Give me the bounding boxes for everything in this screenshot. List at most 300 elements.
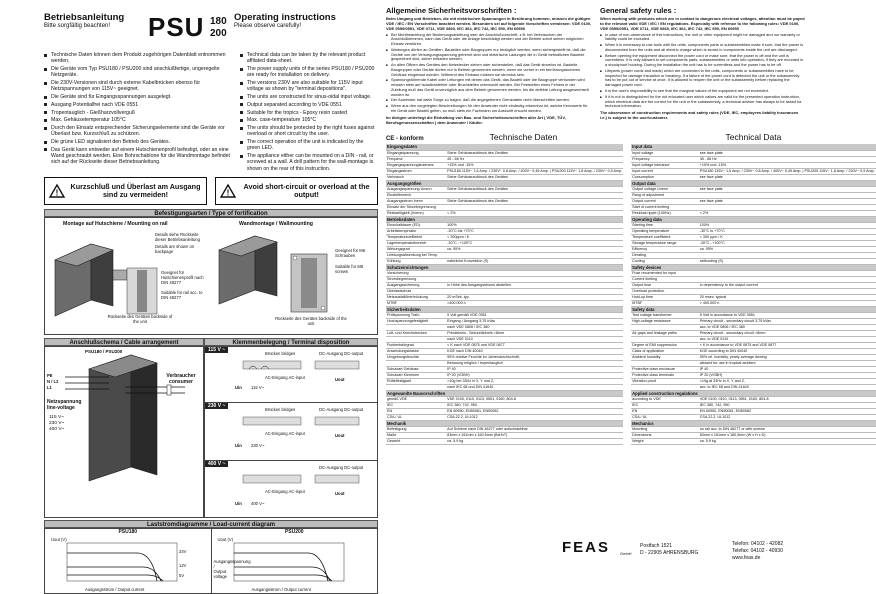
- volt-115: 115 V~: [49, 415, 64, 421]
- safety-de-intro: Beim Umgang und Betrieben, die mit elektrischen Spannungen in Berührung kommen, müssen die gültigen VDE / IEC / EN Vorschriften beachtet werden. Besonders sei auf folgende Vorschriften verwiesen: VDE 0100, VDE 0550/0551, VDE 0711, VDE 0860, IEC 364, IEC 742, IEC 950, EN 60950: [386, 16, 592, 31]
- terminal-panel: [204, 346, 378, 518]
- table-cell-label: Output current: [631, 198, 699, 204]
- table-cell-label: Input data: [631, 144, 699, 150]
- dc-output-label: DC-Ausgang DC-output: [319, 351, 364, 357]
- wall-fit-de: Geeignet für M6 Schrauben: [335, 248, 366, 259]
- table-cell-value: < 300ppm / K: [446, 234, 623, 240]
- table-cell-value: 83mm x 161mm x 160,5mm (BxHxT): [446, 432, 623, 438]
- table-cell-label: Eingangsdaten: [386, 144, 446, 150]
- list-item: ■ When it is necessary to use tools with the units, components parts or subassemblies make it sure, that the power is disconnected from the units and all electric charge which is stored in components inside the unit are discharged.: [600, 43, 806, 52]
- table-cell-value: VDE 0100, 0110, 0113, 0551, 0160, 804-8: [446, 396, 623, 402]
- table-cell-label: Consumption: [631, 174, 699, 180]
- terminal-pe: PE: [47, 373, 53, 379]
- list-item: The power supply units of the series PSU180 / PSU200 are ready for installation on delivery.: [240, 66, 378, 78]
- table-cell-label: Weight: [631, 438, 699, 444]
- ac-input-label: AC-Eingang AC-input: [265, 489, 305, 495]
- brand-gmbh: GmbH: [620, 551, 632, 556]
- table-cell-value: IP 40: [699, 366, 876, 372]
- list-item: Max. case-temperature 105°C: [240, 117, 378, 123]
- table-cell-label: Leistungsabsenkung bei Temp.: [386, 252, 446, 258]
- table-cell-label: Mechanik: [386, 420, 446, 426]
- en-subtitle: Please observe carefully!: [234, 23, 302, 29]
- table-cell-label: Netzausfallüberbrückung: [386, 294, 446, 300]
- table-cell-value: ca. 95%: [699, 246, 876, 252]
- table-cell-value: CSA 22.2, UL1012: [446, 414, 623, 420]
- wiring-bars: [44, 338, 378, 346]
- v115-tag: 115 V ~: [205, 347, 228, 353]
- x-label: Ausgangsstrom / Output current: [85, 587, 145, 593]
- header-en: [234, 12, 378, 50]
- table-cell-label: Funkentstörgrad: [386, 342, 446, 348]
- table-cell-label: Applied construction regulations: [632, 390, 698, 396]
- table-cell-label: Verbrauch: [386, 174, 446, 180]
- table-cell-label: EN: [386, 408, 446, 414]
- table-cell-label: Hochspannungsfestigkeit: [386, 318, 446, 324]
- y-label: Ausgangsspannung / Output voltage: [213, 559, 251, 580]
- table-cell-label: MTBF: [631, 300, 699, 306]
- consumer-label: Verbraucher consumer: [166, 373, 196, 386]
- table-cell-label: Hold-up time: [631, 294, 699, 300]
- table-cell-label: Angewandte Bauvorschriften: [387, 390, 446, 396]
- table-cell-label: Degree of EMI suppression: [631, 342, 699, 348]
- table-cell-value: < K nach VDE 0875 und VDE 0877: [446, 342, 623, 348]
- load-panel: [44, 528, 378, 594]
- rail-fit-en: Suitable for rail acc. to DIN 46277: [161, 290, 203, 301]
- table-cell-label: Air gaps and leakage paths: [631, 330, 699, 336]
- table-cell-label: Schutzart Klemmen: [386, 372, 446, 378]
- table-cell-label: Protective class terminals: [631, 372, 699, 378]
- intro-bullets: [44, 52, 378, 173]
- table-cell-label: Eingangsspannung: [386, 150, 446, 156]
- volt-230: 230 V~: [49, 421, 65, 427]
- wall-fit-en: Suitable for M6 screws: [335, 264, 364, 275]
- warning-en: [215, 177, 378, 205]
- table-cell-label: Betriebsdaten: [386, 216, 446, 222]
- table-cell-label: Maße: [386, 432, 446, 438]
- list-item: ■ Der Anwender hat dafür Sorge zu tragen, daß die angegebenen Grenzdaten nicht überschritten werden.: [386, 98, 592, 103]
- terminal-230: [205, 403, 377, 461]
- warnings: [44, 177, 378, 205]
- uout-label: Uout: [335, 377, 345, 383]
- table-cell-value: KGE nach DIN 40040: [446, 348, 623, 354]
- table-cell-label: Temperature coefficient: [631, 234, 699, 240]
- list-item: Die 230V-Versionen sind durch externe Kabelbrücken ebenso für Netzspannungen von 115V~ geeignet.: [44, 80, 234, 92]
- table-cell-value: -30°C bis +70°C: [446, 228, 623, 234]
- list-item: Das Gerät kann entweder auf einem Hutschienenprofil befestigt, oder an eine Wand geschraubt werden. Eine Bohrschablone für die Wandmontage befindet sich auf der Rückseite dieser Betriebsanleitung.: [44, 147, 234, 166]
- uin-label: Uin: [235, 385, 242, 391]
- right-column: [386, 6, 875, 445]
- table-cell-label: Eingangsstrom: [386, 168, 446, 174]
- table-cell-value: 5 Volt in accordance to VDE 0551: [699, 312, 876, 318]
- table-cell-value: see face plate: [699, 198, 876, 204]
- table-row: [631, 438, 876, 444]
- table-cell-value: 95% relative Feuchte im Jahresdurchschnitt,: [446, 354, 623, 360]
- table-cell-label: Ausgangsspannung Unenn: [386, 186, 446, 192]
- table-cell-label: IEC: [631, 402, 699, 408]
- table-cell-label: CSA / UL: [631, 414, 699, 420]
- table-cell-label: MTBF: [386, 300, 446, 306]
- table-cell-value: nach VDE 0110: [446, 336, 623, 342]
- table-cell-value: CSA 22.2, UL1012: [699, 414, 876, 420]
- uout-label: Uout: [335, 491, 345, 497]
- unit-label: PSU180 / PSU200: [85, 349, 123, 355]
- table-cell-label: Output data: [631, 180, 699, 186]
- table-cell-label: Dimensions: [631, 432, 699, 438]
- tech-de-title: Technische Daten: [489, 132, 558, 142]
- table-cell-label: Umgebungsfeuchte: [386, 354, 446, 360]
- chart-title: PSU180: [118, 529, 138, 536]
- table-cell-value: ca. 5,9 kg: [446, 438, 623, 444]
- table-cell-value: >10g at 33Hz in X, Y and Z,: [699, 378, 876, 384]
- safety-en-list: [600, 33, 806, 109]
- tech-section: [386, 130, 875, 445]
- load-bar: Laststromdiagramme / Load-current diagram: [44, 520, 378, 528]
- table-cell-label: Einschaltdauer (ED): [386, 222, 446, 228]
- phone: Telefon: 04102 - 42082: [732, 541, 784, 547]
- table-cell-label: Arbeitstemperatur: [386, 228, 446, 234]
- chart-sub: Uout (V): [51, 537, 67, 543]
- de-title: Betriebsanleitung: [44, 12, 125, 23]
- list-item: The versions 230V are also suitable for 115V input voltage as shown by "terminal depositions".: [240, 80, 378, 92]
- table-cell-label: Schutzeinrichtungen: [386, 264, 446, 270]
- list-item: Durch den Einsatz entsprechender Sicherungselemente sind die Geräte vor Überlast bzw. Kurzschluß zu schützen.: [44, 125, 234, 137]
- table-cell-label: EN: [631, 408, 699, 414]
- table-cell-value: in Höhe des Ausgangsstroms abstellen: [446, 282, 623, 288]
- rail-title: Montage auf Hutschiene / Mounting on rail: [63, 221, 168, 228]
- table-cell-label: Rang of adjustment: [631, 192, 699, 198]
- table-cell-value: Siehe Gehäuseaufdruck des Gerätes: [446, 174, 623, 180]
- table-cell-label: Mechanics: [631, 420, 699, 426]
- uin-label: Uin: [235, 501, 242, 507]
- product-name: PSU: [148, 12, 205, 42]
- table-cell-label: Restwelligkeit (Vnenn): [386, 210, 446, 216]
- x-label: Ausgangsstrom / Output current: [251, 587, 311, 593]
- table-cell-value: 100%: [699, 222, 876, 228]
- rail-note-de: Details siehe Rückseite dieser Betriebsanleitung: [155, 232, 200, 243]
- tech-de: [386, 130, 623, 445]
- table-cell-value: Eingang / Ausgang 3,75 kVac: [446, 318, 623, 324]
- model-numbers: [210, 12, 234, 50]
- uin-label: Uin: [235, 443, 242, 449]
- line-12v: 12V: [179, 563, 187, 569]
- wall-backside-drawing: [281, 250, 345, 326]
- table-cell-label: Anwendungsklasse: [386, 348, 446, 354]
- list-item: Technische Daten können dem Produkt zugehörigen Datenblatt entnommen werden.: [44, 52, 234, 64]
- list-item: ■ It is the user's responsibility to see that the marginal values of the equipment are not exceeded.: [600, 89, 806, 94]
- table-cell-label: Luft- und Kriechstrecken: [386, 330, 446, 336]
- table-cell-label: Wirkungsgrad: [386, 246, 446, 252]
- table-cell-label: Current limiting: [631, 276, 699, 282]
- table-cell-label: Efficency: [631, 246, 699, 252]
- table-cell-value: acc. to IEC 68 and DIN 41640: [699, 384, 876, 390]
- safety-de: [386, 6, 592, 124]
- v400-tag: 400 V ~: [205, 461, 228, 467]
- list-item: Suitable for the tropics - Epoxy resin casted: [240, 110, 378, 116]
- table-cell-label: according to VDE: [631, 396, 699, 402]
- table-cell-label: Input voltage: [631, 150, 699, 156]
- table-cell-label: Lagertemperaturbereich: [386, 240, 446, 246]
- table-cell-value: acc. to VDE 0110: [699, 336, 876, 342]
- wall-back-label: Rückseite des Gerätes backside of the unit: [275, 316, 347, 327]
- ac-v400: 400 V~: [251, 501, 265, 507]
- table-cell-label: Starting time: [631, 222, 699, 228]
- brand-logo: FEAS: [562, 539, 611, 556]
- table-row: [386, 438, 623, 444]
- rail-fit-de: Geeignet für Hutschienenprofil nach DIN 46277: [161, 270, 204, 286]
- header-de: [44, 12, 148, 50]
- load-graph: [57, 541, 197, 585]
- ac-input-label: AC-Eingang AC-input: [265, 431, 305, 437]
- safety-de-title: Allgemeine Sicherheitsvorschriften :: [386, 6, 517, 15]
- chart-sub: Uout (V): [217, 537, 234, 543]
- rail-back-label: Rückseite des Gerätes backside of the unit: [107, 314, 173, 325]
- list-item: Die Geräte vom Typ PSU180 / PSU200 sind anschlußfertige, ungeregelte Netzgeräte.: [44, 66, 234, 78]
- table-cell-value: -30°C to +70°C: [699, 228, 876, 234]
- safety-en-title: General safety rules :: [600, 6, 677, 15]
- table-cell-value: < 2%: [699, 210, 876, 216]
- table-cell-label: Operating temperature: [631, 228, 699, 234]
- table-cell-label: Frequenz: [386, 156, 446, 162]
- address-line-2: D - 22905 AHRENSBURG: [640, 550, 699, 556]
- fax: Telefax: 04102 - 40930: [732, 548, 783, 554]
- table-cell-value: allowed for use in tropical ambient: [699, 360, 876, 366]
- table-cell-label: Residual ripple (100Hz): [631, 210, 699, 216]
- table-cell-value: acc. to VDE 0806 / IEC 380: [699, 324, 876, 330]
- table-cell-value: -30°C...+100°C: [446, 240, 623, 246]
- de-bullet-list: [44, 52, 234, 173]
- table-cell-value: ca. 5,9 kg: [699, 438, 876, 444]
- table-cell-value: nach IEC 68 und DIN 41640: [446, 384, 623, 390]
- table-cell-value: Betauung möglich / tropentauglich: [446, 360, 623, 366]
- list-item: The units are constructed for sinus-oidal input voltage.: [240, 94, 378, 100]
- table-cell-value: IP 20 (VGBH): [699, 372, 876, 378]
- table-cell-value: 45 - 66 Hz: [699, 156, 876, 162]
- table-cell-label: Ausgangsstrom Inenn: [386, 198, 446, 204]
- list-item: ■ An allen Öffnen des Gerätes den Netzstecker ziehen oder sicherstellen, daß das Gerät stromlos ist. Bauteile, Baugruppen oder Geräte dürfen nur in Betrieb genommen werden, wenn sie vorher in ein berührungssicheres Gehäuse eingebaut wurden. Während des Einbaus müssen sie stromlos sein.: [386, 63, 592, 77]
- svg-text:!: !: [55, 188, 59, 198]
- list-item: ■ Spannungsführende Kabel oder Leitungen mit denen das Gerät, das Bauteil oder die Baugruppe verbunden wird müssen stets auf Isolationsfehler oder Bruchstellen untersucht werden. Bei Feststellen eines Fehlers in der Zuleitung muß das Gerät unverzüglich aus dem Betrieb genommen werden, bis die defekte Leitung ausgewechselt worden ist.: [386, 78, 592, 97]
- table-cell-label: Vorsicherung: [386, 270, 446, 276]
- safety-en-intro: When working with products which are in contact to dangerous electrical voltages, attention must be payed to the relevant valid VDE / IEC / EN regulations. Especially with refrence to the following rules: VDE 0100, VDE 0550/0551, VDE 0711, VDE 0860, IEC 364, IEC 742, IEC 950, EN 60950: [600, 16, 805, 31]
- table-cell-value: ca. 95%: [446, 246, 623, 252]
- table-cell-label: Frequency: [631, 156, 699, 162]
- table-cell-label: Ausgangsgrößen: [386, 180, 446, 186]
- warning-en-text: Avoid short-circuit or overload at the output!: [243, 182, 370, 200]
- table-cell-value: IEC 380, 742, 950: [699, 402, 876, 408]
- terminal-400: [205, 461, 377, 517]
- dc-output-label: DC-Ausgang DC-output: [319, 407, 364, 413]
- table-cell-label: Vibration proof: [631, 378, 699, 384]
- table-cell-value: 95% rel. humidity, yearly average dewing: [699, 354, 876, 360]
- table-cell-value: 45 - 66 Hz: [446, 156, 623, 162]
- table-cell-label: Class of application: [631, 348, 699, 354]
- table-cell-label: Gewicht: [386, 438, 446, 444]
- tech-de-head: [386, 130, 623, 144]
- rail-note-en: Details are shown on backpage: [155, 244, 195, 255]
- en-bullet-list: [240, 52, 378, 173]
- tech-en-table: [631, 144, 876, 445]
- dc-output-label: DC-Ausgang DC-output: [319, 465, 364, 471]
- warning-de-text: Kurzschluß und Überlast am Ausgang sind zu vermeiden!: [70, 182, 201, 200]
- table-cell-label: Test voltage transformer: [631, 312, 699, 318]
- table-cell-value: EN 60950, EN50081, EN50082: [699, 408, 876, 414]
- ac-v230: 230 V~: [251, 443, 265, 449]
- table-cell-value: >400.000 h: [446, 300, 623, 306]
- bridges-label: Brücken bridges: [265, 351, 296, 357]
- cable-arrangement-bar: Anschlußschema / Cable arrangement: [44, 338, 204, 346]
- left-column: [44, 6, 378, 594]
- fortification-bar: Befestigungsarten / Type of fortification: [44, 209, 378, 217]
- list-item: Ausgang Potentialfrei nach VDE 0551: [44, 102, 234, 108]
- table-cell-label: High-voltage resistance: [631, 318, 699, 324]
- list-item: ■ Bei Nichtbeachtung der Bedienungsanleitung oder der Anschlußvorschrift, z.B. bei Verbrauchen der Anschlußklemmen, kann das Gerät oder die Anlage beschädigt werden und der Betrieb sofort seinen möglichen Einsatz zerstören.: [386, 33, 592, 47]
- de-subtitle: Bitte sorgfältig beachten!: [44, 23, 111, 29]
- terminal-n: N / L2: [47, 379, 59, 385]
- wiring-panels: [44, 346, 378, 518]
- table-cell-value: < 2%: [446, 210, 623, 216]
- list-item: The appliance either can be mounted on a DIN - rail, or screwed at a wall. A drill pattern for the wall-montage is shown on the rear of this instruction.: [240, 153, 378, 172]
- ac-v115: 115 V~: [251, 385, 265, 391]
- list-item: Die grüne LED signalisiert den Betrieb des Gerätes.: [44, 139, 234, 145]
- ce-label: CE - konform: [386, 136, 424, 142]
- volt-400: 400 V~: [49, 427, 65, 433]
- table-cell-value: see face plate: [699, 186, 876, 192]
- table-cell-value: nach VDE 0806 / IEC 380: [446, 324, 623, 330]
- table-cell-value: +15% und -15%: [446, 162, 623, 168]
- table-cell-value: Auf Schiene nach DIN 46277 oder aufschraubbar: [446, 426, 623, 432]
- list-item: ■ Wenn aus den vorgelegten Beschreibungen für den Anwender nicht eindeutig erkennbar ist, welche Kennwerte für ein Gerät oder Bauteil gelten, so muß stets ein Fachmann um Auskunft ersucht werden.: [386, 104, 592, 113]
- table-cell-label: Output voltage Unenn: [631, 186, 699, 192]
- list-item: Technical data can be taken by the relevant product affilated data-sheet.: [240, 52, 378, 64]
- table-cell-value: Siehe Gehäuseaufdruck des Gerätes: [446, 198, 623, 204]
- table-cell-value: 20 msec. typical: [699, 294, 876, 300]
- table-cell-label: Kühlung: [386, 258, 446, 264]
- load-chart-200: [212, 529, 378, 593]
- table-cell-value: EN 60950, EN50081, EN50082: [446, 408, 623, 414]
- table-cell-label: Cooling: [631, 258, 699, 264]
- list-item: The correct operation of the unit is indicated by the green LED.: [240, 139, 378, 151]
- table-cell-value: in dependency to the output current: [699, 282, 876, 288]
- table-cell-value: PSU180 115V~ 1,6 Amp. / 230V~ 0,8 Amp. / 400V~ 0,45 Amp. | PSU200 115V~ 1,8 Amp. / 230V~ 0,9 Amp.: [447, 168, 623, 173]
- table-cell-label: Prüfspannung Trafo: [386, 312, 446, 318]
- table-cell-label: Einstellbereich: [386, 192, 446, 198]
- table-cell-value: IP 40: [446, 366, 623, 372]
- cable-arrangement-panel: [44, 346, 204, 518]
- table-cell-label: Eingangsspannungstoleranz: [386, 162, 446, 168]
- en-title: Operating instructions: [234, 12, 336, 23]
- ac-input-label: AC-Eingang AC-input: [265, 375, 305, 381]
- safety-de-outro: Im übrigen unterliegt die Einhaltung von Bau- und Sicherheitsvorschriften aller Art ( VDE, TÜV, Berufsgenossenschaften ) dem Anwender / Käufer.: [386, 114, 566, 125]
- table-cell-label: Mounting: [631, 426, 699, 432]
- table-cell-value: >10g bei 33Hz in X, Y und Z,: [446, 378, 623, 384]
- table-cell-label: Operating data: [631, 216, 699, 222]
- list-item: ■ In case of non-observance of this instructions, the unit or other equipment might be damaged and our warranty or liability could be excluded.: [600, 33, 806, 42]
- table-cell-label: gemäß VDE: [386, 396, 446, 402]
- model-200: 200: [210, 28, 227, 39]
- table-cell-value: > 400.000 h: [699, 300, 876, 306]
- v230-tag: 230 V ~: [205, 403, 228, 409]
- footer: [386, 539, 806, 563]
- fortification-panel: [44, 217, 378, 335]
- table-cell-label: Überlastschutz: [386, 288, 446, 294]
- table-cell-label: Protective class enclosure: [631, 366, 699, 372]
- table-cell-value: on rail acc. to DIN 46277 or with screws: [699, 426, 876, 432]
- wall-title: Wandmontage / Wallmounting: [239, 221, 313, 228]
- table-cell-label: Storage temperature range: [631, 240, 699, 246]
- table-cell-value: Siehe Gehäuseaufdruck des Gerätes: [446, 186, 623, 192]
- table-cell-label: Safety data: [631, 306, 699, 312]
- table-cell-value: selfcooling (S): [699, 258, 876, 264]
- terminal-115: [205, 347, 377, 403]
- table-cell-label: Rüttelfestigkeit: [386, 378, 446, 384]
- model-180: 180: [210, 16, 227, 27]
- bridges-label: Brücken bridges: [265, 407, 296, 413]
- safety-en-outro: The observance of construction requirements and safety rules (VDE, IEC, employees liability Insurances i.e.) is subject to the user/customer.: [600, 110, 799, 120]
- load-chart-180: [45, 529, 212, 593]
- table-cell-value: +15% und -15%: [699, 162, 876, 168]
- table-cell-value: 5 Volt gemäß VDE 0551: [446, 312, 623, 318]
- table-cell-label: Ausgangssicherung: [386, 282, 446, 288]
- warning-icon: [220, 184, 236, 198]
- chart-title: PSU200: [284, 529, 304, 536]
- table-cell-label: Befestigung: [386, 426, 446, 432]
- list-item: Die Geräte sind für Eingangsspannungen ausgelegt.: [44, 94, 234, 100]
- svg-text:!: !: [226, 188, 230, 198]
- table-cell-label: Einsatz der Strombegrenzung: [386, 204, 446, 210]
- netz-label: Netzspannung line-voltage: [47, 399, 82, 412]
- table-cell-value: < K in accordance to VDE 0875 and VDE 0877: [699, 342, 876, 348]
- table-cell-label: Ambient humidity: [631, 354, 699, 360]
- table-cell-value: see face plate: [699, 174, 876, 180]
- terminal-disposition-bar: Klemmenbelegung / Terminal disposition: [204, 338, 378, 346]
- website-link[interactable]: www.feas.de: [732, 555, 761, 561]
- list-item: ■ Lifeparts (power cords and leads) which are connected to the units, components or subassemblies have to be inspected for damage insulation or breaking. If a failure of the power cord is detected the unit or the subassembly has to be put out of service at once. It is allowed to reopen the unit or the subassembly before replacing the damaged power cord.: [600, 69, 806, 88]
- line-5v: 5V: [179, 573, 185, 579]
- table-cell-label: IEC: [386, 402, 446, 408]
- table-cell-label: Temperaturkoeffizient: [386, 234, 446, 240]
- list-item: Max. Gehäusetemperatur 105°C: [44, 117, 234, 123]
- table-cell-label: Strombegrenzung: [386, 276, 446, 282]
- list-item: ■ Before opening the equipment disconnect the power cord or make sure, that the power is off and the unit is currentless. It is only allowed to set components parts, subassemblies or units into operation, if they are mounted in a shockproof housing. During the installation the unit has to be currentless and the power has to be off.: [600, 54, 806, 68]
- table-cell-value: < 300 ppm / K: [699, 234, 876, 240]
- table-cell-value: Siehe Gehäuseaufdruck des Gerätes: [446, 150, 623, 156]
- warning-icon: [49, 184, 65, 198]
- table-cell-label: Overload protection: [631, 288, 699, 294]
- table-cell-value: KGE according to DIN 40040: [699, 348, 876, 354]
- safety-en: [600, 6, 806, 124]
- table-cell-label: Schutzart Gehäuse: [386, 366, 446, 372]
- tech-en-title: Technical Data: [725, 132, 782, 142]
- tech-de-table: [386, 144, 623, 445]
- table-cell-value: Primärkreis - Sekundärkreis >8mm: [446, 330, 623, 336]
- table-cell-label: Safety devices: [631, 264, 699, 270]
- safety-section: [386, 6, 806, 124]
- line-24v: 24V: [179, 549, 187, 555]
- list-item: The units should be protected by the right fuses against overload or short circuit by the user.: [240, 125, 378, 137]
- table-cell-label: Output fuse: [631, 282, 699, 288]
- table-cell-value: PSU180 115V~ 1,6 Amp. / 230V~ 0,8 Amp. / 400V~ 0,45 Amp. | PSU200 115V~ 1,8 Amp. / 230V~ 0,9 Amp.: [699, 168, 875, 173]
- list-item: ■ If it is not to distinguished for the not educated user which values are valid for the presented operation instruction, which electrical data are the correct for the unit or the subassembly, a technical adviser has always to be asked for technical information.: [600, 95, 806, 109]
- table-cell-label: Input current: [631, 168, 699, 174]
- table-cell-value: IP 20 (VGBH): [446, 372, 623, 378]
- table-cell-value: -30°C...+100°C: [699, 240, 876, 246]
- warning-de: [44, 177, 207, 205]
- uout-label: Uout: [335, 433, 345, 439]
- header: [44, 12, 378, 50]
- table-cell-value: 100%: [446, 222, 623, 228]
- list-item: ■ Wartungen dürfen an Geräten, Bauteilen oder Baugruppen nur bezüglich werden, wenn sichergestellt ist, daß die Geräte von der Versorgungsspannung getrennt sind und elektrische Ladungen die in Gerät befindlichen Bauteile gespeichert sind, sicher entladen werden.: [386, 48, 592, 62]
- table-cell-value: Primary circuit - secondary circuit 3,75 kVac: [699, 318, 876, 324]
